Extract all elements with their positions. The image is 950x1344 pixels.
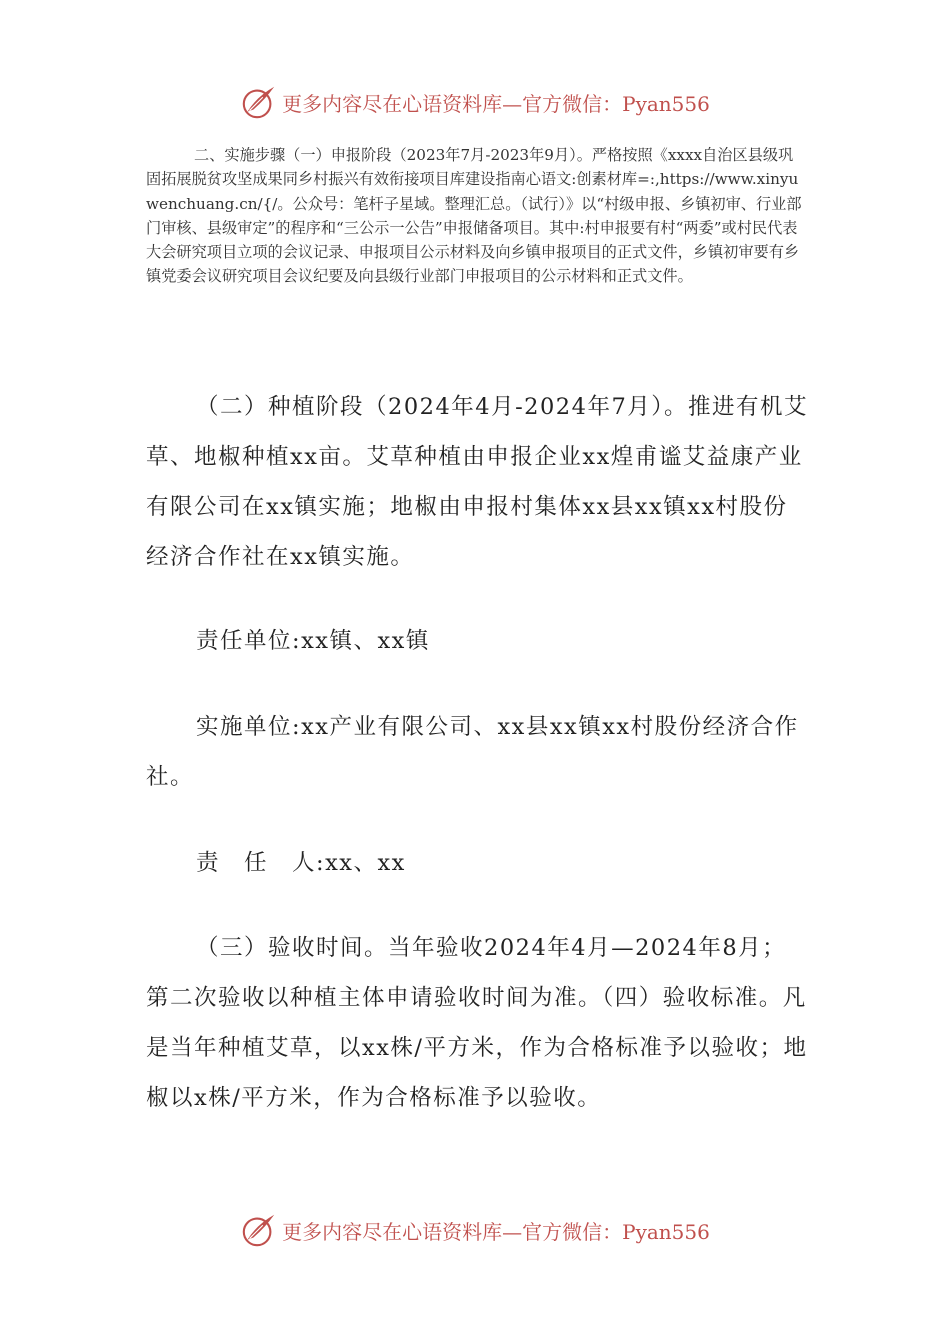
quill-pen-logo-icon <box>240 83 278 121</box>
responsible-person-line: 责 任 人:xx、xx <box>196 850 406 876</box>
watermark-text: 更多内容尽在心语资料库—官方微信：Pyan556 <box>282 91 710 116</box>
acceptance-paragraph: （三）验收时间。当年验收2024年4月—2024年8月；第二次验收以种植主体申请验收时间为准。（四）验收标准。凡是当年种植艾草，以xx株/平方米，作为合格标准予以验收；地椒以x株/平方米，作为合格标准予以验收。 <box>146 935 808 1111</box>
implementing-unit-paragraph: 实施单位:xx产业有限公司、xx县xx镇xx村股份经济合作社。 <box>146 714 799 790</box>
planting-stage-paragraph: （二）种植阶段（2024年4月-2024年7月）。推进有机艾草、地椒种植xx亩。艾草种植由申报企业xx煌甫谧艾益康产业有限公司在xx镇实施；地椒由申报村集体xx县xx镇xx村股份经济合作社在xx镇实施。 <box>146 394 809 570</box>
header-watermark-banner <box>0 80 950 124</box>
declaration-stage-paragraph: 二、实施步骤（一）申报阶段（2023年7月-2023年9月）。严格按照《xxxx自治区县级巩固拓展脱贫攻坚成果同乡村振兴有效衔接项目库建设指南心语文:创素材库=:,https://www.xinyuwenchuang.cn/{/。公众号：笔杆子星域。整理汇总。（试行）》以“村级申报、乡镇初审、行业部门审核、县级审定”的程序和“三公示一公告”申报储备项目。其中:村申报要有村“两委”或村民代表大会研究项目立项的会议记录、申报项目公示材料及向乡镇申报项目的正式文件，乡镇初审要有乡镇党委会议研究项目会议纪要及向县级行业部门申报项目的公示材料和正式文件。 <box>146 146 802 286</box>
footer-watermark-banner <box>0 1208 950 1252</box>
watermark-text: 更多内容尽在心语资料库—官方微信：Pyan556 <box>282 1219 710 1244</box>
responsible-unit-line: 责任单位:xx镇、xx镇 <box>196 628 430 654</box>
quill-pen-logo-icon <box>240 1211 278 1249</box>
